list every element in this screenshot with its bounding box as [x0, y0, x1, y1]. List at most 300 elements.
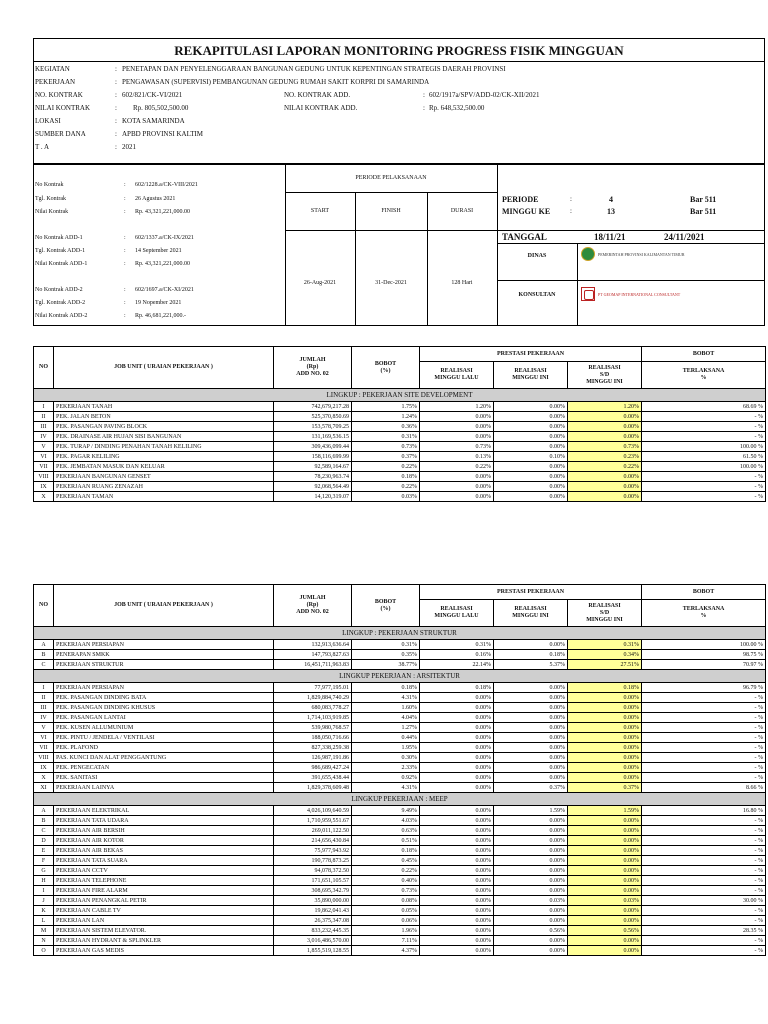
row-realisasi-sd: 0.00% [568, 693, 642, 703]
row-terlaksana: 30.00 % [642, 896, 766, 906]
row-no: J [34, 896, 54, 906]
row-realisasi-ini: 0.00% [494, 826, 568, 836]
row-terlaksana: - % [642, 866, 766, 876]
row-realisasi-lalu: 0.00% [420, 773, 494, 783]
row-terlaksana: 98.75 % [642, 650, 766, 660]
row-terlaksana: - % [642, 876, 766, 886]
table-row [34, 402, 766, 412]
row-jumlah: 742,679,217.28 [274, 402, 352, 412]
row-realisasi-ini: 0.00% [494, 412, 568, 422]
col-subheader: REALISASI MINGGU INI [494, 362, 568, 389]
row-terlaksana: - % [642, 422, 766, 432]
row-terlaksana: - % [642, 482, 766, 492]
row-realisasi-lalu: 0.73% [420, 442, 494, 452]
row-realisasi-lalu: 0.00% [420, 412, 494, 422]
add1-nilai-value: Rp. 43,321,221,000.00 [135, 261, 191, 267]
row-realisasi-sd: 0.00% [568, 482, 642, 492]
row-no: B [34, 816, 54, 826]
row-job: PEK. TURAP / DINDING PENAHAN TANAH KELILING [54, 442, 274, 452]
row-bobot: 0.37% [352, 452, 420, 462]
row-no: F [34, 856, 54, 866]
row-no: N [34, 936, 54, 946]
section-row [34, 389, 766, 402]
row-realisasi-lalu: 0.00% [420, 836, 494, 846]
row-realisasi-sd: 0.00% [568, 906, 642, 916]
row-realisasi-sd: 0.00% [568, 723, 642, 733]
row-jumlah: 308,695,342.79 [274, 886, 352, 896]
progress-table-site [33, 346, 766, 502]
pekerjaan-label: PEKERJAAN [35, 78, 76, 86]
row-realisasi-sd: 0.00% [568, 432, 642, 442]
row-terlaksana: 61.50 % [642, 452, 766, 462]
row-realisasi-lalu: 0.00% [420, 783, 494, 793]
row-realisasi-lalu: 0.31% [420, 640, 494, 650]
row-realisasi-ini: 0.00% [494, 743, 568, 753]
row-no: VI [34, 452, 54, 462]
row-jumlah: 539,980,768.57 [274, 723, 352, 733]
row-no: XI [34, 783, 54, 793]
table-row [34, 826, 766, 836]
row-terlaksana: 8.66 % [642, 783, 766, 793]
sumber-dana-value: APBD PROVINSI KALTIM [122, 130, 204, 138]
row-terlaksana: - % [642, 693, 766, 703]
table-row [34, 462, 766, 472]
table-row [34, 926, 766, 936]
row-realisasi-ini: 5.37% [494, 660, 568, 670]
row-bobot: 0.08% [352, 896, 420, 906]
row-job: PEK. SANITASI [54, 773, 274, 783]
row-job: PAS. KUNCI DAN ALAT PENGGANTUNG [54, 753, 274, 763]
tgl-kontrak-value: 26 Agustus 2021 [135, 196, 176, 202]
table-row [34, 432, 766, 442]
table-row [34, 896, 766, 906]
table-row [34, 683, 766, 693]
row-job: PEKERJAAN PENANGKAL PETIR [54, 896, 274, 906]
table-row [34, 412, 766, 422]
row-realisasi-ini: 0.00% [494, 492, 568, 502]
row-terlaksana: - % [642, 826, 766, 836]
row-bobot: 0.18% [352, 846, 420, 856]
row-no: A [34, 806, 54, 816]
row-jumlah: 1,829,378,609.48 [274, 783, 352, 793]
row-realisasi-sd: 0.31% [568, 640, 642, 650]
table-row [34, 806, 766, 816]
table-row [34, 886, 766, 896]
dinas-org: PEMERINTAH PROVINSI KALIMANTAN TIMUR [598, 251, 685, 257]
tanggal-from: 18/11/21 [594, 232, 626, 242]
row-jumlah: 16,451,711,963.83 [274, 660, 352, 670]
row-realisasi-sd: 0.00% [568, 713, 642, 723]
row-bobot: 4.31% [352, 693, 420, 703]
periode-bar: Bar 511 [690, 195, 717, 204]
row-terlaksana: - % [642, 412, 766, 422]
row-terlaksana: - % [642, 763, 766, 773]
row-job: PEKERJAAN TELEPHONE [54, 876, 274, 886]
row-bobot: 1.96% [352, 926, 420, 936]
row-job: PEK. JALAN BETON [54, 412, 274, 422]
row-realisasi-ini: 0.00% [494, 936, 568, 946]
row-no: L [34, 916, 54, 926]
row-no: II [34, 412, 54, 422]
row-jumlah: 126,987,191.86 [274, 753, 352, 763]
row-jumlah: 153,578,709.25 [274, 422, 352, 432]
row-no: K [34, 906, 54, 916]
tanggal-to: 24/11/2021 [664, 232, 705, 242]
row-realisasi-ini: 0.00% [494, 472, 568, 482]
row-realisasi-lalu: 0.00% [420, 886, 494, 896]
col-no-header: NO [34, 585, 54, 627]
row-realisasi-sd: 0.00% [568, 472, 642, 482]
col-subheader: TERLAKSANA % [642, 600, 766, 627]
row-no: VII [34, 743, 54, 753]
row-jumlah: 269,011,122.50 [274, 826, 352, 836]
col-bobot-header: BOBOT (%) [352, 585, 420, 627]
row-terlaksana: - % [642, 836, 766, 846]
row-terlaksana: - % [642, 773, 766, 783]
table-row [34, 916, 766, 926]
row-bobot: 2.33% [352, 763, 420, 773]
table-row [34, 773, 766, 783]
row-terlaksana: 70.97 % [642, 660, 766, 670]
row-realisasi-lalu: 0.00% [420, 866, 494, 876]
row-jumlah: 78,230,963.74 [274, 472, 352, 482]
row-realisasi-lalu: 0.00% [420, 926, 494, 936]
row-no: IV [34, 432, 54, 442]
col-prestasi-header: PRESTASI PEKERJAAN [420, 585, 642, 600]
row-job: PEKERJAAN AIR KOTOR [54, 836, 274, 846]
table-row [34, 723, 766, 733]
row-realisasi-lalu: 0.00% [420, 723, 494, 733]
add1-nilai-label: Nilai Kontrak ADD-1 [35, 261, 88, 267]
row-realisasi-sd: 1.59% [568, 806, 642, 816]
table-row [34, 836, 766, 846]
row-jumlah: 26,375,347.08 [274, 916, 352, 926]
row-realisasi-lalu: 0.00% [420, 693, 494, 703]
row-bobot: 0.73% [352, 442, 420, 452]
row-realisasi-ini: 0.56% [494, 926, 568, 936]
row-job: PEK. PASANGAN DINDING BATA [54, 693, 274, 703]
section-title: LINGKUP : PEKERJAAN STRUKTUR [34, 627, 766, 640]
row-realisasi-sd: 0.00% [568, 946, 642, 956]
row-no: V [34, 442, 54, 452]
nilai-kontrak-value: Rp. 805,502,500.00 [133, 104, 189, 112]
row-realisasi-sd: 0.37% [568, 783, 642, 793]
table-header-row [34, 347, 766, 362]
table-row [34, 703, 766, 713]
row-realisasi-ini: 0.00% [494, 723, 568, 733]
row-jumlah: 132,913,636.64 [274, 640, 352, 650]
row-job: PEKERJAAN TATA SUARA [54, 856, 274, 866]
row-realisasi-ini: 0.03% [494, 896, 568, 906]
row-no: IV [34, 713, 54, 723]
add2-tgl-label: Tgl. Kontrak ADD-2 [35, 300, 86, 306]
row-realisasi-ini: 0.00% [494, 462, 568, 472]
row-realisasi-lalu: 0.00% [420, 906, 494, 916]
row-no: M [34, 926, 54, 936]
consultant-logo-icon [581, 287, 595, 301]
row-bobot: 0.40% [352, 876, 420, 886]
col-jumlah-header: JUMLAH (Rp) ADD NO. 02 [274, 347, 352, 389]
row-realisasi-lalu: 0.00% [420, 896, 494, 906]
col-bobot-header: BOBOT (%) [352, 347, 420, 389]
add1-tgl-value: 14 September 2021 [135, 248, 182, 254]
row-terlaksana: - % [642, 492, 766, 502]
table-row [34, 472, 766, 482]
row-realisasi-sd: 0.00% [568, 743, 642, 753]
row-realisasi-ini: 0.18% [494, 650, 568, 660]
table-row [34, 876, 766, 886]
row-no: VIII [34, 472, 54, 482]
col-terlaksana-title: BOBOT [642, 347, 766, 362]
row-realisasi-sd: 0.00% [568, 753, 642, 763]
kegiatan-label: KEGIATAN [35, 65, 70, 73]
row-realisasi-sd: 0.00% [568, 733, 642, 743]
row-bobot: 0.05% [352, 906, 420, 916]
row-bobot: 0.51% [352, 836, 420, 846]
table-row [34, 753, 766, 763]
row-job: PEK. PENGECATAN [54, 763, 274, 773]
dinas-label: DINAS [527, 253, 547, 259]
minggu-bar: Bar 511 [690, 207, 717, 216]
lokasi-value: KOTA SAMARINDA [122, 117, 185, 125]
row-realisasi-lalu: 0.00% [420, 713, 494, 723]
row-job: PEKERJAAN STRUKTUR [54, 660, 274, 670]
row-bobot: 4.04% [352, 713, 420, 723]
row-realisasi-sd: 0.00% [568, 876, 642, 886]
row-realisasi-sd: 0.00% [568, 703, 642, 713]
page-title: REKAPITULASI LAPORAN MONITORING PROGRESS FISIK MINGGUAN [174, 43, 624, 58]
row-job: PEK. DRAINASE AIR HUJAN SISI BANGUNAN [54, 432, 274, 442]
row-bobot: 4.31% [352, 783, 420, 793]
row-bobot: 1.95% [352, 743, 420, 753]
row-realisasi-sd: 0.23% [568, 452, 642, 462]
provincial-emblem-icon [581, 247, 595, 261]
row-realisasi-ini: 0.10% [494, 452, 568, 462]
table-row [34, 856, 766, 866]
row-bobot: 7.11% [352, 936, 420, 946]
row-no: X [34, 773, 54, 783]
row-realisasi-sd: 0.00% [568, 936, 642, 946]
row-bobot: 0.03% [352, 492, 420, 502]
table-row [34, 816, 766, 826]
row-bobot: 0.45% [352, 856, 420, 866]
periode-value: 4 [609, 195, 613, 204]
row-bobot: 4.03% [352, 816, 420, 826]
row-realisasi-sd: 0.22% [568, 462, 642, 472]
col-terlaksana-title: BOBOT [642, 585, 766, 600]
row-bobot: 0.44% [352, 733, 420, 743]
row-job: PEKERJAAN AIR BERSIH [54, 826, 274, 836]
row-jumlah: 14,120,319.07 [274, 492, 352, 502]
row-realisasi-lalu: 0.00% [420, 432, 494, 442]
col-subheader: REALISASI S/D MINGGU INI [568, 362, 642, 389]
row-realisasi-sd: 0.00% [568, 763, 642, 773]
row-terlaksana: - % [642, 916, 766, 926]
row-job: PEKERJAAN RUANG ZENAZAH [54, 482, 274, 492]
row-realisasi-lalu: 0.00% [420, 733, 494, 743]
add2-tgl-value: 19 Nopember 2021 [135, 300, 182, 306]
row-realisasi-ini: 0.00% [494, 763, 568, 773]
table-row [34, 492, 766, 502]
row-realisasi-ini: 0.00% [494, 640, 568, 650]
row-bobot: 1.75% [352, 402, 420, 412]
row-jumlah: 391,655,438.44 [274, 773, 352, 783]
row-realisasi-lalu: 0.00% [420, 806, 494, 816]
row-no: D [34, 836, 54, 846]
row-realisasi-ini: 0.00% [494, 442, 568, 452]
row-realisasi-sd: 0.00% [568, 916, 642, 926]
row-job: PEKERJAAN BANGUNAN GENSET [54, 472, 274, 482]
row-realisasi-sd: 0.00% [568, 773, 642, 783]
tanggal-label: TANGGAL [502, 232, 547, 242]
row-job: PEKERJAAN HYDRANT & SPLINKLER [54, 936, 274, 946]
row-realisasi-lalu: 0.00% [420, 422, 494, 432]
row-no: VIII [34, 753, 54, 763]
row-realisasi-lalu: 0.00% [420, 703, 494, 713]
row-realisasi-sd: 0.73% [568, 442, 642, 452]
row-job: PEK. PASANGAN DINDING KHUSUS [54, 703, 274, 713]
row-terlaksana: - % [642, 432, 766, 442]
konsultan-org: PT GEOMAP INTERNATIONAL CONSULTANT [598, 291, 681, 297]
nilai-kontrak-label: NILAI KONTRAK [35, 104, 91, 112]
row-realisasi-sd: 0.00% [568, 816, 642, 826]
row-realisasi-lalu: 0.00% [420, 763, 494, 773]
add2-nilai-label: Nilai Kontrak ADD-2 [35, 313, 88, 319]
row-jumlah: 1,855,519,128.55 [274, 946, 352, 956]
row-no: III [34, 703, 54, 713]
section-title: LINGKUP PEKERJAAN : MEEP [34, 793, 766, 806]
section-title: LINGKUP PEKERJAAN : ARSITEKTUR [34, 670, 766, 683]
row-bobot: 0.35% [352, 650, 420, 660]
row-realisasi-ini: 0.00% [494, 906, 568, 916]
row-realisasi-sd: 0.34% [568, 650, 642, 660]
row-realisasi-sd: 0.03% [568, 896, 642, 906]
row-terlaksana: - % [642, 946, 766, 956]
row-job: PEKERJAAN PERSIAPAN [54, 683, 274, 693]
row-jumlah: 833,232,445.35 [274, 926, 352, 936]
row-realisasi-lalu: 0.00% [420, 936, 494, 946]
row-realisasi-ini: 0.00% [494, 703, 568, 713]
table-row [34, 733, 766, 743]
row-realisasi-ini: 0.00% [494, 946, 568, 956]
no-kontrak-add-value: 602/1917a/SPV/ADD-02/CK-XII/2021 [429, 91, 540, 99]
row-jumlah: 75,977,943.92 [274, 846, 352, 856]
row-no: VII [34, 462, 54, 472]
row-job: PEK. PLAFOND [54, 743, 274, 753]
row-terlaksana: - % [642, 733, 766, 743]
no-kontrak-add-label: NO. KONTRAK ADD. [284, 91, 351, 99]
durasi-value: 128 Hari [451, 280, 473, 286]
row-job: PENERAPAN SMKK [54, 650, 274, 660]
periode-label: PERIODE [502, 195, 539, 204]
row-jumlah: 188,050,716.66 [274, 733, 352, 743]
row-realisasi-lalu: 0.00% [420, 946, 494, 956]
no-kontrak-label: No Kontrak [35, 182, 64, 188]
row-realisasi-lalu: 0.00% [420, 482, 494, 492]
nilai-kontrak-value: Rp. 43,321,221,000.00 [135, 209, 191, 215]
row-bobot: 0.06% [352, 916, 420, 926]
row-terlaksana: - % [642, 743, 766, 753]
row-bobot: 0.31% [352, 432, 420, 442]
row-terlaksana: - % [642, 713, 766, 723]
row-job: PEK. JEMBATAN MASUK DAN KELUAR [54, 462, 274, 472]
table-row [34, 936, 766, 946]
row-jumlah: 4,026,109,640.59 [274, 806, 352, 816]
row-jumlah: 214,656,430.84 [274, 836, 352, 846]
row-no: I [34, 886, 54, 896]
row-realisasi-lalu: 0.00% [420, 916, 494, 926]
konsultan-logo [581, 287, 680, 301]
row-job: PEKERJAAN SISTEM ELEVATOR. [54, 926, 274, 936]
add2-nilai-value: Rp. 46,681,221,000.- [135, 313, 186, 319]
table-row [34, 482, 766, 492]
row-realisasi-lalu: 0.13% [420, 452, 494, 462]
row-realisasi-lalu: 0.00% [420, 492, 494, 502]
row-job: PEKERJAAN PERSIAPAN [54, 640, 274, 650]
lokasi-label: LOKASI [35, 117, 61, 125]
row-realisasi-ini: 0.00% [494, 713, 568, 723]
periode-header: PERIODE PELAKSANAAN [355, 175, 427, 181]
row-no: II [34, 693, 54, 703]
row-jumlah: 147,793,827.63 [274, 650, 352, 660]
col-prestasi-header: PRESTASI PEKERJAAN [420, 347, 642, 362]
row-terlaksana: 28.35 % [642, 926, 766, 936]
row-job: PEKERJAAN ELEKTRIKAL [54, 806, 274, 816]
row-no: G [34, 866, 54, 876]
row-realisasi-sd: 0.00% [568, 866, 642, 876]
row-bobot: 0.30% [352, 753, 420, 763]
row-terlaksana: - % [642, 856, 766, 866]
col-jumlah-header: JUMLAH (Rp) ADD NO. 02 [274, 585, 352, 627]
row-realisasi-ini: 0.00% [494, 753, 568, 763]
row-job: PEKERJAAN TANAH [54, 402, 274, 412]
row-realisasi-ini: 0.00% [494, 856, 568, 866]
row-bobot: 9.49% [352, 806, 420, 816]
row-realisasi-lalu: 22.14% [420, 660, 494, 670]
row-bobot: 0.18% [352, 472, 420, 482]
row-realisasi-ini: 0.00% [494, 846, 568, 856]
row-jumlah: 3,016,486,570.00 [274, 936, 352, 946]
row-bobot: 0.36% [352, 422, 420, 432]
row-no: I [34, 683, 54, 693]
nilai-kontrak-label: Nilai Kontrak [35, 209, 69, 215]
row-realisasi-sd: 0.56% [568, 926, 642, 936]
table-row [34, 906, 766, 916]
row-no: A [34, 640, 54, 650]
minggu-value: 13 [607, 207, 615, 216]
row-job: PEK. KUSEN ALLUMUNIUM [54, 723, 274, 733]
row-realisasi-sd: 0.00% [568, 422, 642, 432]
row-job: PEKERJAAN LAN [54, 916, 274, 926]
row-jumlah: 171,651,105.57 [274, 876, 352, 886]
section-row [34, 793, 766, 806]
row-realisasi-sd: 0.00% [568, 492, 642, 502]
table-row [34, 763, 766, 773]
row-realisasi-ini: 0.00% [494, 876, 568, 886]
row-job: PEKERJAAN CABLE TV [54, 906, 274, 916]
no-kontrak-value: 602/821/CK-VI/2021 [122, 91, 183, 99]
row-realisasi-lalu: 0.18% [420, 683, 494, 693]
row-bobot: 0.22% [352, 462, 420, 472]
row-jumlah: 525,370,850.69 [274, 412, 352, 422]
row-jumlah: 827,338,259.38 [274, 743, 352, 753]
row-jumlah: 94,078,372.50 [274, 866, 352, 876]
finish-label: FINISH [381, 208, 401, 214]
row-realisasi-ini: 0.00% [494, 773, 568, 783]
row-bobot: 1.27% [352, 723, 420, 733]
row-bobot: 0.92% [352, 773, 420, 783]
row-bobot: 1.24% [352, 412, 420, 422]
